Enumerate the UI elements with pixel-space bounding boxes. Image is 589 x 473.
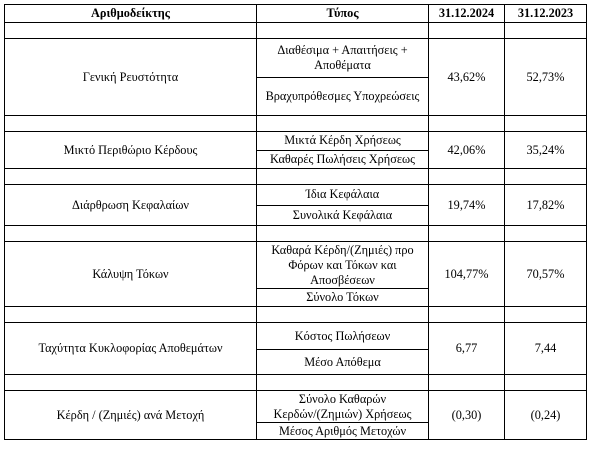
ratio-value-2024: 6,77 [429,323,505,375]
ratio-denominator: Συνολικά Κεφάλαια [257,205,429,226]
spacer-row [5,226,587,242]
spacer-row [5,23,587,39]
ratio-denominator: Σύνολο Τόκων [257,289,429,307]
ratio-numerator: Διαθέσιμα + Απαιτήσεις + Αποθέματα [257,39,429,78]
ratio-value-2024: 43,62% [429,39,505,116]
ratio-value-2023: 52,73% [505,39,587,116]
ratio-value-2023: 35,24% [505,132,587,169]
spacer-row [5,116,587,132]
ratio-name: Γενική Ρευστότητα [5,39,257,116]
ratio-value-2024: (0,30) [429,391,505,440]
ratio-value-2024: 104,77% [429,242,505,307]
ratio-value-2023: 70,57% [505,242,587,307]
ratio-value-2024: 42,06% [429,132,505,169]
ratio-row-numerator [5,132,587,151]
ratio-row-numerator [5,323,587,350]
header-row [5,5,587,23]
ratio-value-2023: (0,24) [505,391,587,440]
ratio-row-numerator [5,242,587,289]
ratio-denominator: Βραχυπρόθεσμες Υποχρεώσεις [257,77,429,116]
ratio-name: Ταχύτητα Κυκλοφορίας Αποθεμάτων [5,323,257,375]
ratio-numerator: Κόστος Πωλήσεων [257,323,429,350]
ratio-denominator: Μέσος Αριθμός Μετοχών [257,423,429,440]
ratio-name: Κέρδη / (Ζημιές) ανά Μετοχή [5,391,257,440]
ratio-name: Μικτό Περιθώριο Κέρδους [5,132,257,169]
ratio-value-2023: 7,44 [505,323,587,375]
spacer-row [5,169,587,185]
ratio-name: Κάλυψη Τόκων [5,242,257,307]
header-formula: Τύπος [257,5,429,23]
header-2023: 31.12.2023 [505,5,587,23]
ratio-numerator: Ίδια Κεφάλαια [257,185,429,206]
ratio-row-numerator [5,185,587,206]
ratio-name: Διάρθρωση Κεφαλαίων [5,185,257,226]
ratio-denominator: Καθαρές Πωλήσεις Χρήσεως [257,150,429,169]
header-ratio: Αριθμοδείκτης [5,5,257,23]
ratio-numerator: Μικτά Κέρδη Χρήσεως [257,132,429,151]
ratio-numerator: Καθαρά Κέρδη/(Ζημιές) προ Φόρων και Τόκων και Αποσβέσεων [257,242,429,289]
spacer-row [5,375,587,391]
ratio-row-numerator [5,391,587,423]
ratio-row-numerator [5,39,587,78]
financial-ratios-table [4,4,587,440]
ratio-value-2024: 19,74% [429,185,505,226]
header-2024: 31.12.2024 [429,5,505,23]
spacer-row [5,307,587,323]
ratio-value-2023: 17,82% [505,185,587,226]
ratio-denominator: Μέσο Απόθεμα [257,350,429,375]
ratio-numerator: Σύνολο Καθαρών Κερδών/(Ζημιών) Χρήσεως [257,391,429,423]
